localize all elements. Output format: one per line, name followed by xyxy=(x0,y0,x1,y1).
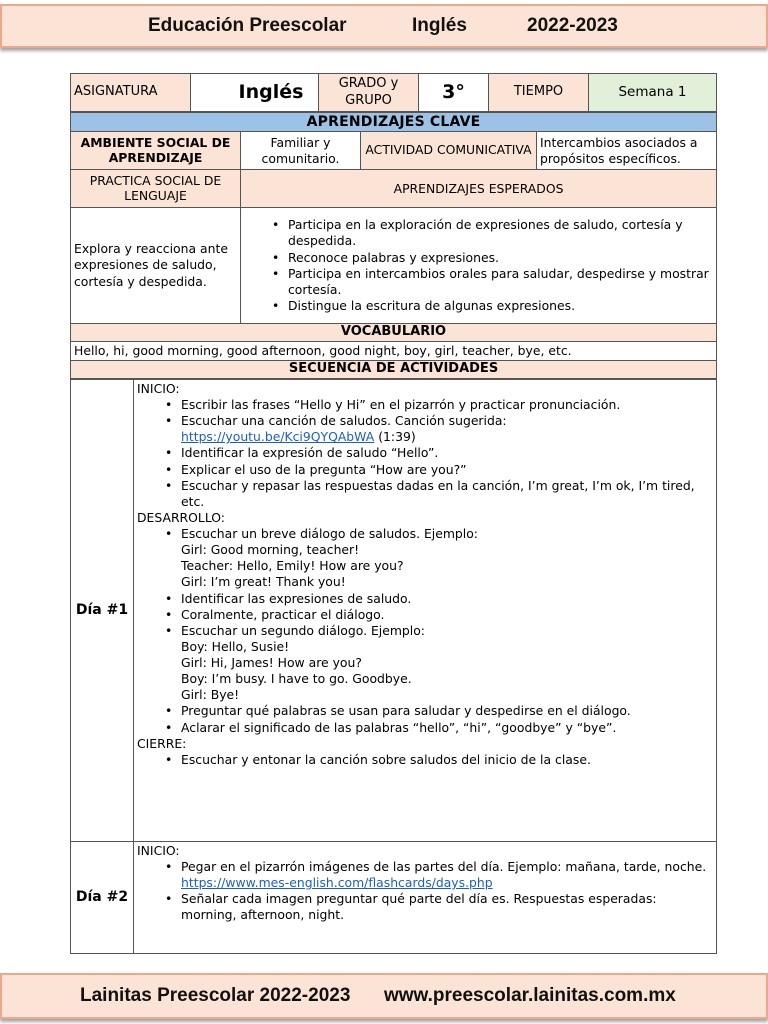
song-link[interactable]: https://youtu.be/Kci9QYQAbWA xyxy=(181,429,375,445)
list-item: • Reconoce palabras y expresiones. xyxy=(244,250,713,266)
list-item: • Distingue la escritura de algunas expresiones. xyxy=(244,298,713,314)
dialog-line: Girl: Hi, James! How are you? xyxy=(181,655,362,671)
dia-2-label: Día #2 xyxy=(71,841,134,953)
dia-1-label: Día #1 xyxy=(71,379,134,841)
info-table xyxy=(70,73,717,112)
dia2-list xyxy=(137,859,713,875)
list-item: • Escuchar y repasar las respuestas dadas en la canción, I’m great, I’m ok, I’m tired, etc. xyxy=(137,478,713,510)
list-item: • Escuchar una canción de saludos. Canción sugerida: xyxy=(137,413,713,429)
list-item: • Preguntar qué palabras se usan para saludar y despedirse en el diálogo. xyxy=(137,703,713,719)
list-item: • Participa en intercambios orales para saludar, despedirse y mostrar cortesía. xyxy=(244,266,713,298)
lesson-plan xyxy=(70,73,716,959)
ambiente-label: AMBIENTE SOCIAL DE APRENDIZAJE xyxy=(71,132,241,170)
list-item: • Identificar las expresiones de saludo. xyxy=(137,591,713,607)
flashcards-link-line xyxy=(137,875,713,891)
practica-label: PRACTICA SOCIAL DE LENGUAJE xyxy=(71,170,241,208)
inicio-heading: INICIO: xyxy=(137,380,180,396)
list-item: • Participa en la exploración de expresiones de saludo, cortesía y despedida. xyxy=(244,217,713,249)
secuencia-title: SECUENCIA DE ACTIVIDADES xyxy=(71,361,717,379)
header-year: 2022-2023 xyxy=(527,15,618,36)
tiempo-label: TIEMPO xyxy=(489,74,589,112)
flashcards-link[interactable]: https://www.mes-english.com/flashcards/days.php xyxy=(181,875,493,891)
list-item: • Escribir las frases “Hello y Hi” en el pizarrón y practicar pronunciación. xyxy=(137,397,713,413)
footer-school: Lainitas Preescolar 2022-2023 xyxy=(80,985,351,1006)
ambiente-value: Familiar y comunitario. xyxy=(241,132,361,170)
list-item: • Explicar el uso de la pregunta “How are you?” xyxy=(137,462,713,478)
actividad-value: Intercambios asociados a propósitos específicos. xyxy=(537,132,717,170)
header-subject: Inglés xyxy=(412,15,467,36)
list-item: • Señalar cada imagen preguntar qué parte del día es. Respuestas esperadas: morning, afternoon, night. xyxy=(137,891,713,923)
inicio-list-2 xyxy=(137,445,713,510)
desarrollo-list xyxy=(137,526,713,542)
dialog-line: Girl: I’m great! Thank you! xyxy=(181,574,346,590)
song-link-line xyxy=(137,429,713,445)
vocabulario-title: VOCABULARIO xyxy=(71,324,717,342)
esperados-list xyxy=(244,217,713,314)
list-item: • Identificar la expresión de saludo “Hello”. xyxy=(137,445,713,461)
dia2-list-2 xyxy=(137,891,713,923)
header-banner xyxy=(0,4,768,48)
grado-value: 3° xyxy=(419,74,489,112)
list-item: • Aclarar el significado de las palabras “hello”, “hi”, “goodbye” y “bye”. xyxy=(137,720,713,736)
dialog-line: Teacher: Hello, Emily! How are you? xyxy=(181,558,404,574)
dialog-line: Girl: Good morning, teacher! xyxy=(181,542,360,558)
desarrollo-list-2 xyxy=(137,591,713,639)
header-level: Educación Preescolar xyxy=(148,15,347,36)
desarrollo-list-3 xyxy=(137,703,713,735)
list-item: • Escuchar un breve diálogo de saludos. Ejemplo: xyxy=(137,526,713,542)
aprendizajes-clave-title: APRENDIZAJES CLAVE xyxy=(71,113,717,132)
aprendizajes-table xyxy=(70,112,717,379)
list-item: • Escuchar un segundo diálogo. Ejemplo: xyxy=(137,623,713,639)
footer-website: www.preescolar.lainitas.com.mx xyxy=(384,985,676,1006)
dialog-line: Boy: Hello, Susie! xyxy=(181,638,290,654)
inicio-list xyxy=(137,397,713,429)
dialog-line: Girl: Bye! xyxy=(181,687,240,703)
list-item: • Escuchar y entonar la canción sobre saludos del inicio de la clase. xyxy=(137,752,713,768)
grado-label: GRADO y GRUPO xyxy=(319,74,419,112)
desarrollo-heading: DESARROLLO: xyxy=(137,509,225,525)
footer-banner xyxy=(0,973,768,1019)
practica-value: Explora y reacciona ante expresiones de saludo, cortesía y despedida. xyxy=(71,208,241,324)
asignatura-value-spacer xyxy=(191,74,239,112)
asignatura-value: Inglés xyxy=(239,74,319,112)
esperados-label: APRENDIZAJES ESPERADOS xyxy=(241,170,717,208)
secuencia-table xyxy=(70,379,717,954)
dialog-line: Boy: I’m busy. I have to go. Goodbye. xyxy=(181,671,412,687)
inicio-heading-2: INICIO: xyxy=(137,842,180,858)
tiempo-value: Semana 1 xyxy=(589,74,717,112)
list-item: • Pegar en el pizarrón imágenes de las partes del día. Ejemplo: mañana, tarde, noche. xyxy=(137,859,713,875)
cierre-list xyxy=(137,752,713,768)
list-item: • Coralmente, practicar el diálogo. xyxy=(137,607,713,623)
actividad-label: ACTIVIDAD COMUNICATIVA xyxy=(361,132,537,170)
song-time: (1:39) xyxy=(378,429,416,445)
asignatura-label: ASIGNATURA xyxy=(71,74,191,112)
vocabulario-value: Hello, hi, good morning, good afternoon, good night, boy, girl, teacher, bye, etc. xyxy=(71,342,717,361)
cierre-heading: CIERRE: xyxy=(137,735,187,751)
